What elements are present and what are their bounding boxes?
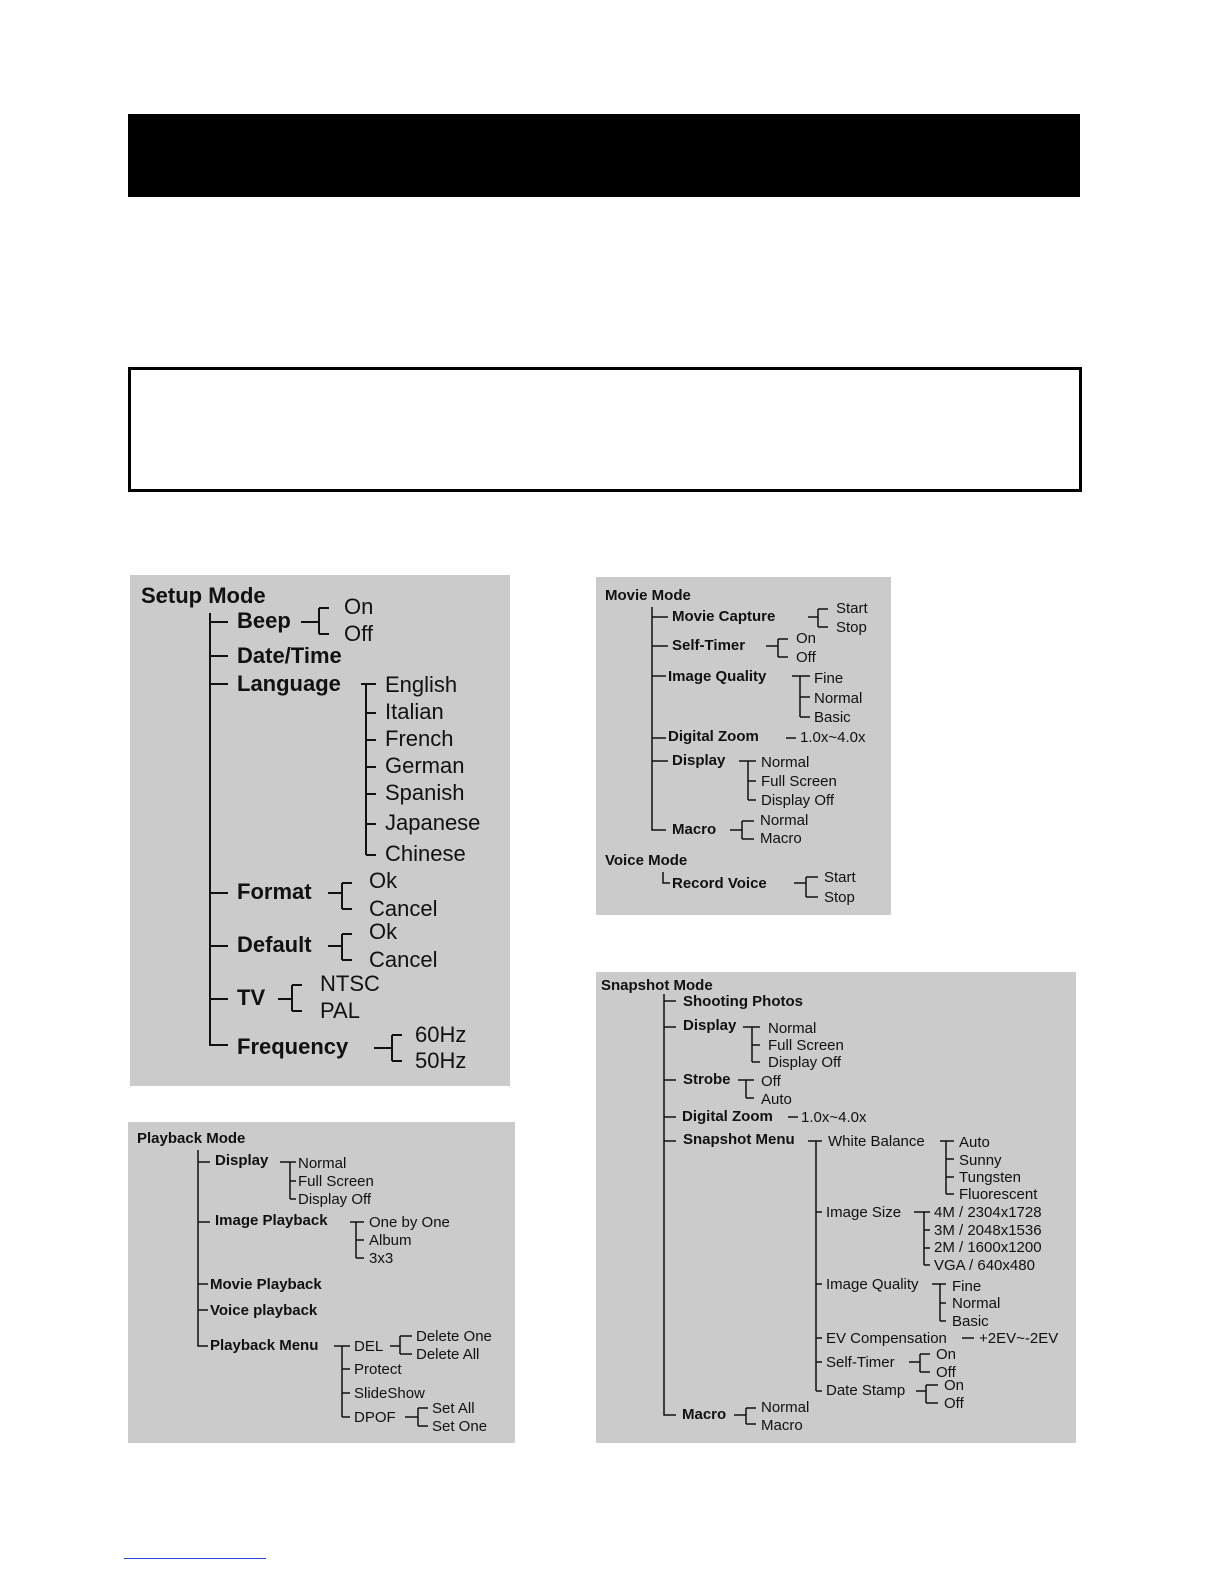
playback-del-option: Delete One [416,1328,492,1345]
snapshot-ev-value: +2EV~-2EV [979,1330,1059,1347]
playback-image-option: 3x3 [369,1250,394,1267]
playback-mode-panel [128,1122,515,1443]
movie-capture-option: Start [836,600,868,617]
setup-default-ok: Ok [369,919,398,944]
setup-beep: Beep [237,608,291,633]
snapshot-white-balance-option: Auto [959,1134,990,1151]
setup-frequency: Frequency [237,1034,349,1059]
setup-language: Language [237,671,341,696]
snapshot-menu: Snapshot Menu [683,1131,795,1148]
snapshot-shooting-photos: Shooting Photos [683,993,803,1010]
playback-image-option: One by One [369,1214,450,1231]
setup-beep-off: Off [344,621,373,646]
setup-mode-title: Setup Mode [141,583,266,608]
section-title-bar [128,114,1080,197]
movie-image-quality-option: Fine [814,670,844,687]
snapshot-image-size-option: 3M / 2048x1536 [934,1222,1042,1239]
snapshot-strobe-option: Auto [761,1091,792,1108]
movie-digital-zoom-value: 1.0x~4.0x [800,729,866,746]
snapshot-digital-zoom-value: 1.0x~4.0x [801,1109,867,1126]
voice-record-option: Stop [824,889,855,906]
snapshot-white-balance-option: Fluorescent [959,1186,1038,1203]
snapshot-macro-option: Normal [761,1399,810,1416]
movie-self-timer-option: Off [796,649,816,666]
setup-freq-50: 50Hz [415,1048,467,1073]
snapshot-date-stamp: Date Stamp [826,1382,906,1399]
setup-tv-pal: PAL [320,998,360,1023]
snapshot-image-quality-option: Normal [952,1295,1001,1312]
setup-format-cancel: Cancel [369,896,438,921]
snapshot-white-balance: White Balance [828,1133,925,1150]
snapshot-image-size: Image Size [826,1204,902,1221]
voice-record: Record Voice [672,875,767,892]
playback-del: DEL [354,1338,384,1355]
setup-tv-ntsc: NTSC [320,971,380,996]
movie-mode-title: Movie Mode [605,587,691,604]
snapshot-digital-zoom: Digital Zoom [682,1108,773,1125]
playback-mode-title: Playback Mode [137,1130,246,1147]
playback-image-option: Album [369,1232,412,1249]
voice-record-option: Start [824,869,856,886]
setup-language-option: French [385,726,454,751]
playback-display-option: Display Off [298,1191,372,1208]
snapshot-date-stamp-option: Off [944,1395,964,1412]
setup-language-option: Japanese [385,810,481,835]
setup-mode-panel [130,575,510,1086]
setup-language-option: English [385,672,458,697]
setup-tv: TV [237,985,266,1010]
movie-mode-panel [596,577,891,915]
snapshot-strobe: Strobe [683,1071,731,1088]
movie-image-quality-option: Normal [814,690,863,707]
footer-link-underline [124,1558,266,1559]
setup-format: Format [237,879,312,904]
snapshot-white-balance-option: Sunny [959,1152,1002,1169]
snapshot-mode-panel [596,972,1076,1443]
movie-display-option: Normal [761,754,810,771]
setup-default: Default [237,932,312,957]
playback-dpof-option: Set One [432,1418,488,1435]
setup-language-option: German [385,753,465,778]
movie-macro-option: Normal [760,812,809,829]
voice-mode-title: Voice Mode [605,852,688,869]
snapshot-image-quality: Image Quality [826,1276,919,1293]
snapshot-self-timer-option: Off [936,1364,956,1381]
setup-language-option: Chinese [385,841,466,866]
playback-del-option: Delete All [416,1346,480,1363]
setup-beep-on: On [344,594,374,619]
snapshot-macro: Macro [682,1406,727,1423]
note-box [128,367,1082,492]
snapshot-image-size-option: 2M / 1600x1200 [934,1239,1042,1256]
snapshot-display: Display [683,1017,737,1034]
playback-dpof: DPOF [354,1409,396,1426]
setup-default-cancel: Cancel [369,947,438,972]
setup-language-option: Italian [385,699,444,724]
snapshot-image-size-option: 4M / 2304x1728 [934,1204,1042,1221]
playback-image-playback: Image Playback [215,1212,328,1229]
setup-datetime: Date/Time [237,643,342,668]
playback-display-option: Full Screen [298,1173,374,1190]
movie-capture: Movie Capture [672,608,776,625]
playback-voice-playback: Voice playback [210,1302,318,1319]
movie-image-quality: Image Quality [668,668,767,685]
snapshot-display-option: Display Off [768,1054,842,1071]
snapshot-macro-option: Macro [761,1417,803,1434]
setup-format-ok: Ok [369,868,398,893]
snapshot-date-stamp-option: On [944,1377,965,1394]
movie-capture-option: Stop [836,619,867,636]
movie-display: Display [672,752,726,769]
snapshot-self-timer-option: On [936,1346,957,1363]
snapshot-mode-title: Snapshot Mode [601,977,713,994]
setup-language-option: Spanish [385,780,465,805]
playback-playback-menu: Playback Menu [210,1337,319,1354]
movie-macro: Macro [672,821,717,838]
movie-image-quality-option: Basic [814,709,851,726]
movie-display-option: Display Off [761,792,835,809]
playback-protect: Protect [354,1361,402,1378]
snapshot-self-timer: Self-Timer [826,1354,895,1371]
movie-self-timer-option: On [796,630,817,647]
playback-dpof-option: Set All [432,1400,475,1417]
movie-display-option: Full Screen [761,773,837,790]
movie-digital-zoom: Digital Zoom [668,728,759,745]
snapshot-display-option: Full Screen [768,1037,844,1054]
snapshot-image-quality-option: Basic [952,1313,989,1330]
snapshot-strobe-option: Off [761,1073,781,1090]
snapshot-display-option: Normal [768,1020,817,1037]
movie-macro-option: Macro [760,830,802,847]
movie-self-timer: Self-Timer [672,637,746,654]
snapshot-image-quality-option: Fine [952,1278,982,1295]
setup-freq-60: 60Hz [415,1022,467,1047]
snapshot-ev: EV Compensation [826,1330,947,1347]
playback-movie-playback: Movie Playback [210,1276,322,1293]
playback-display: Display [215,1152,269,1169]
playback-slideshow: SlideShow [354,1385,425,1402]
snapshot-image-size-option: VGA / 640x480 [934,1257,1035,1274]
snapshot-white-balance-option: Tungsten [959,1169,1021,1186]
playback-display-option: Normal [298,1155,347,1172]
